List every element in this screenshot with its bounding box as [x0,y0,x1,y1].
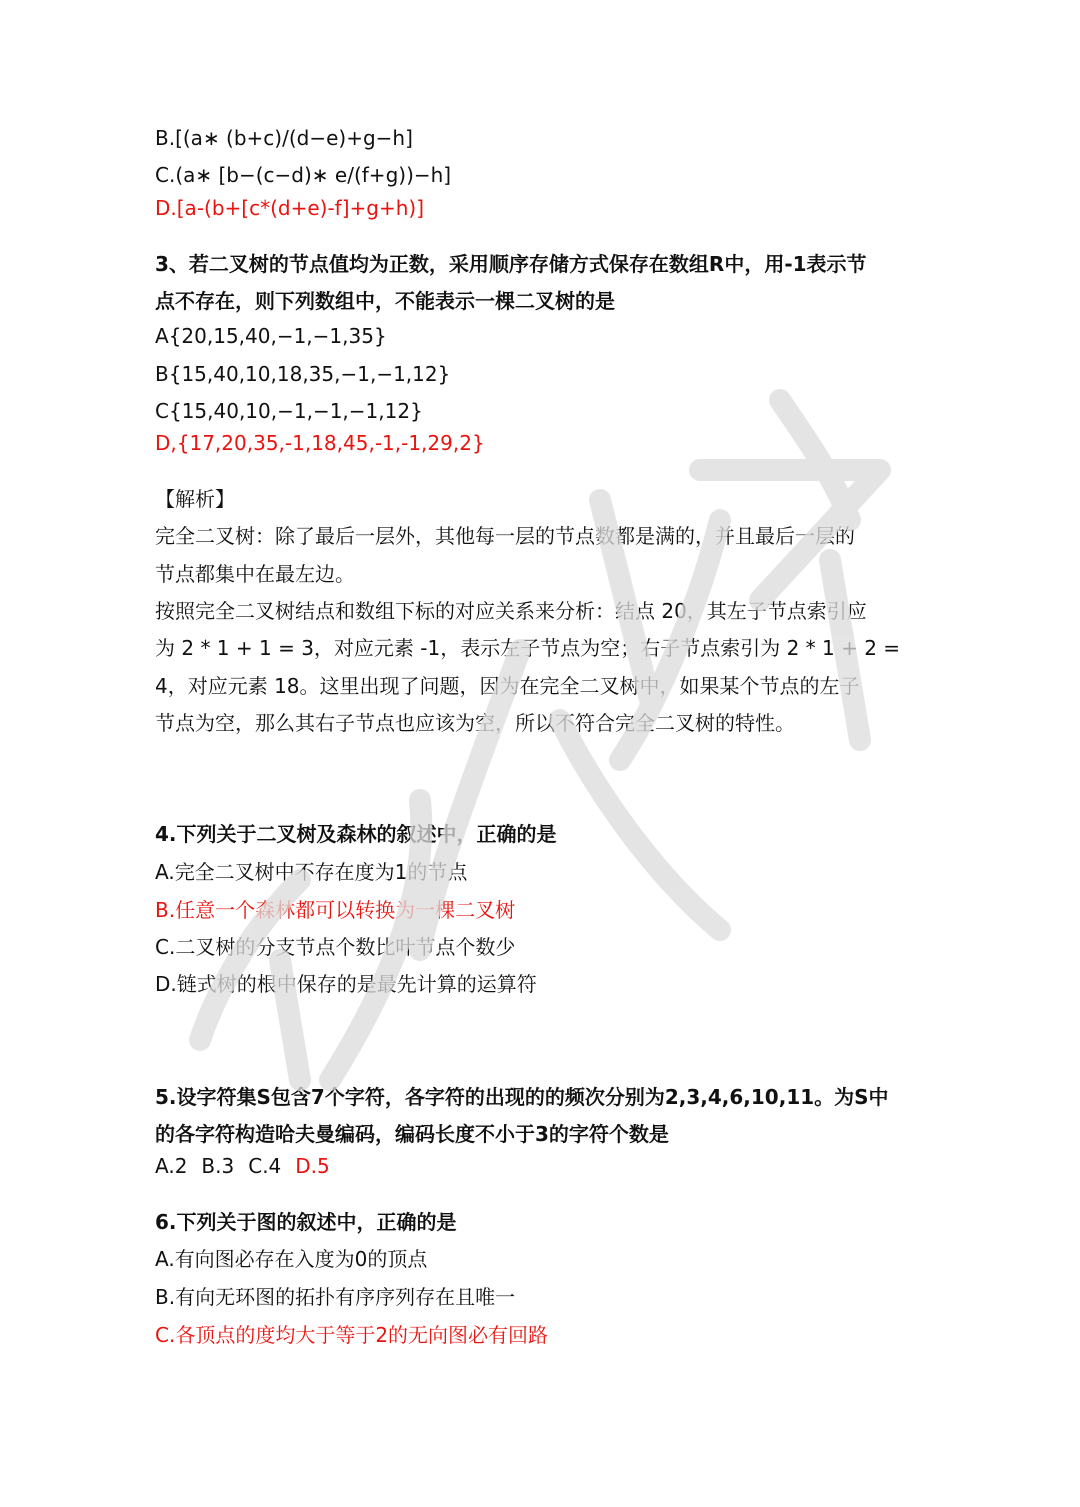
analysis-line: 完全二叉树：除了最后一层外，其他每一层的节点数都是满的，并且最后一层的 [155,524,855,548]
q5-title-line2: 的各字符构造哈夫曼编码，编码长度不小于3的字符个数是 [155,1122,669,1146]
q6-option-c-answer: C.各顶点的度均大于等于2的无向图必有回路 [155,1323,549,1347]
q4-option-c: C.二叉树的分支节点个数比叶节点个数少 [155,935,516,959]
q5-option-b: B.3 [201,1154,235,1178]
q3-title-line2: 点不存在，则下列数组中，不能表示一棵二叉树的是 [155,289,615,313]
q5-title-line1: 5.设字符集S包含7个字符，各字符的出现的的频次分别为2,3,4,6,10,11。为S中 [155,1085,889,1109]
q6-option-a: A.有向图必存在入度为0的顶点 [155,1247,428,1271]
q2-option-c: C.(a∗ [b−(c−d)∗ e/(f+g))−h] [155,163,452,187]
q2-option-b: B.[(a∗ (b+c)/(d−e)+g−h] [155,126,413,150]
q3-option-d-answer: D,{17,20,35,-1,18,45,-1,-1,29,2} [155,431,485,455]
q4-option-b-answer: B.任意一个森林都可以转换为一棵二叉树 [155,898,516,922]
q4-title: 4.下列关于二叉树及森林的叙述中，正确的是 [155,822,557,846]
analysis-line: 为 2 * 1 + 1 = 3，对应元素 -1，表示左子节点为空；右子节点索引为 2 * 1 + 2 = [155,636,901,660]
q5-option-d-answer: D.5 [295,1154,330,1178]
q3-option-c: C{15,40,10,−1,−1,−1,12} [155,399,423,423]
analysis-line: 按照完全二叉树结点和数组下标的对应关系来分析：结点 20，其左子节点索引应 [155,599,867,623]
q3-title-line1: 3、若二叉树的节点值均为正数，采用顺序存储方式保存在数组R中，用-1表示节 [155,252,867,276]
analysis-line: 4，对应元素 18。这里出现了问题，因为在完全二叉树中，如果某个节点的左子 [155,674,860,698]
q3-option-a: A{20,15,40,−1,−1,35} [155,324,387,348]
q2-option-d-answer: D.[a-(b+[c*(d+e)-f]+g+h)] [155,196,425,220]
q6-title: 6.下列关于图的叙述中，正确的是 [155,1210,457,1234]
q5-option-a: A.2 [155,1154,188,1178]
q3-option-b: B{15,40,10,18,35,−1,−1,12} [155,362,451,386]
analysis-line: 节点都集中在最左边。 [155,562,355,586]
analysis-heading: 【解析】 [155,487,235,511]
q5-option-c: C.4 [248,1154,282,1178]
q6-option-b: B.有向无环图的拓扑有序序列存在且唯一 [155,1285,516,1309]
q5-options [155,1152,344,1180]
q4-option-a: A.完全二叉树中不存在度为1的节点 [155,860,468,884]
q4-option-d: D.链式树的根中保存的是最先计算的运算符 [155,972,537,996]
analysis-line: 节点为空，那么其右子节点也应该为空，所以不符合完全二叉树的特性。 [155,711,795,735]
